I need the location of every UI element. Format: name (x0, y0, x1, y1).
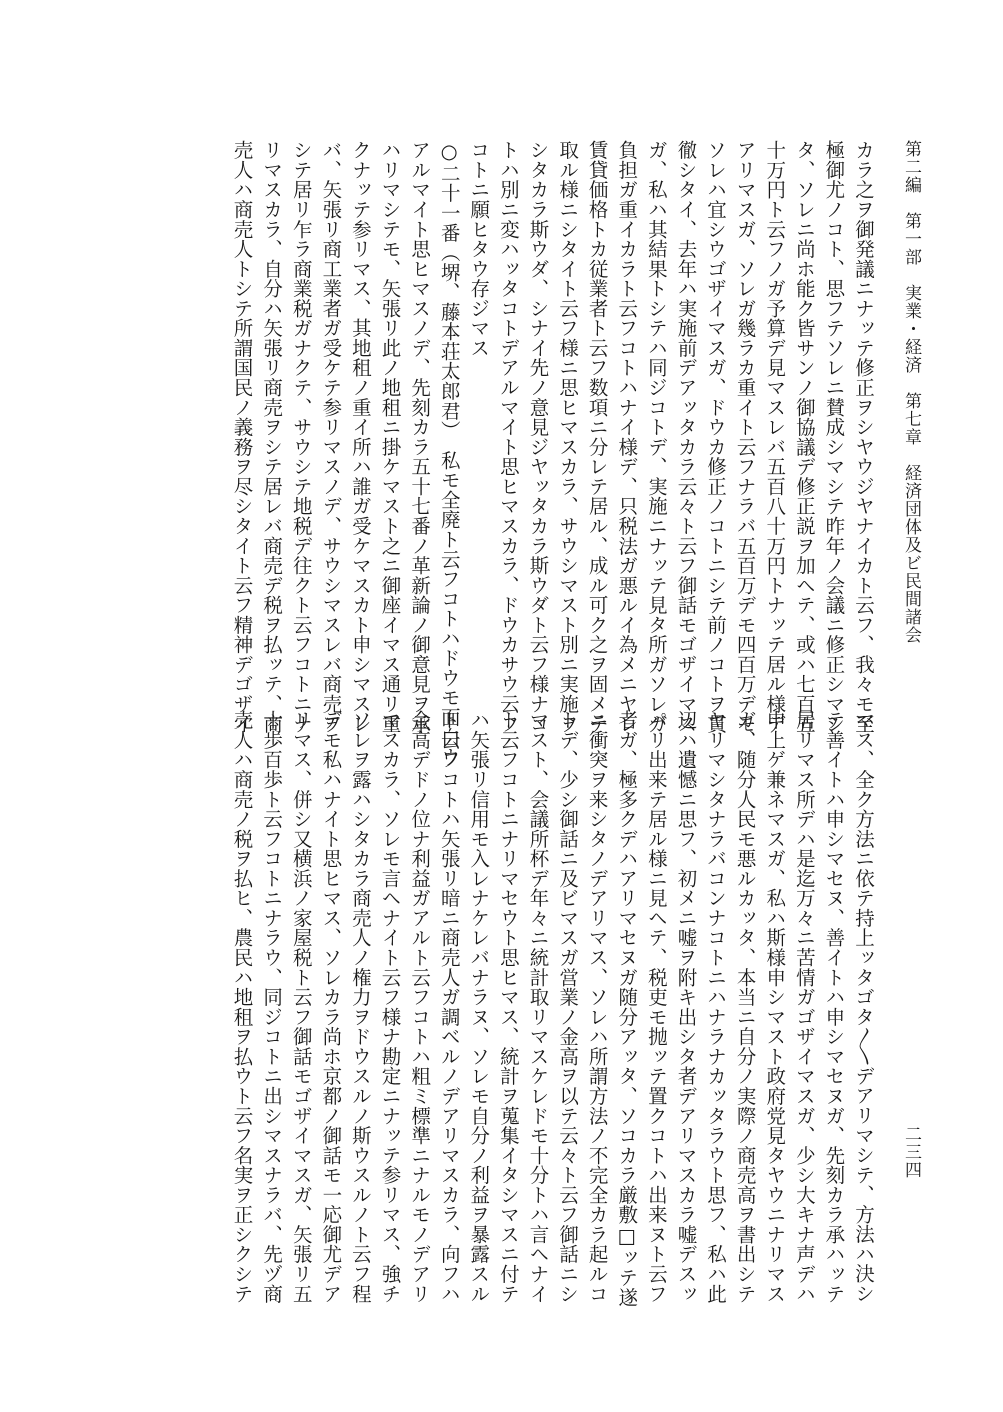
text-line: アリマスガ、ソレガ幾ラカ重イト云フナラバ五百万デモ四百万デモ (733, 140, 757, 734)
text-block-lower (227, 710, 878, 1307)
text-line: シタカラ斯ウダ、シナイ先ノ意見ジヤッタカラ斯ウダト云フ様ナコ (526, 140, 550, 734)
text-line: クナッテ参リマス、其地租ノ重イ所ハ誰ガ受ケマスカト申シマスレ (348, 140, 372, 734)
text-line: 申上ゲ兼ネマスガ、私ハ斯様申シマスト政府党見タヤウニナリマス (763, 710, 787, 1304)
page-number: 二三四 (901, 1125, 921, 1179)
text-line: 売人ハ商売人トシテ所謂国民ノ義務ヲ尽シタイト云フ精神デゴザイ (230, 140, 254, 734)
text-line: ソレハ宜シウゴザイマスガ、ドウカ修正ノコトニシテ前ノコトヲ貫 (704, 140, 728, 734)
text-line: ニ衝突ヲ来シタノデアリマス、ソレハ所謂方法ノ不完全カラ起ルコ (585, 710, 609, 1304)
text-line: 居リマス所デハ是迄万々ニ苦情ガゴザイマスガ、少シ大キナ声デハ (792, 710, 816, 1304)
text-line: 者ガ、極多クデハアリマセヌガ随分アッタ、ソコカラ厳敷□ッテ遂 (615, 710, 639, 1307)
text-line: ガ、私ハ其結果トシテハ同ジコトデ、実施ニナッテ見タ所ガソレガ (644, 140, 668, 734)
text-line: 辺ハ遺憾ニ思フ、初メニ嘘ヲ附キ出シタ者デアリマスカラ嘘デスッ (674, 710, 698, 1304)
text-line: 取ル様ニシタイト云フ様ニ思ヒマスカラ、サウシマスト別ニ実施ヲ (556, 140, 580, 734)
text-line: 十万円ト云フノガ予算デ見マスレバ五百八十万円トナッテ居ル様デ (763, 140, 787, 734)
text-line: ガ、随分人民モ悪ルカッタ、本当ニ自分ノ実際ノ商売高ヲ書出シテ (733, 710, 757, 1304)
text-line: ハ矢張リ信用モ入レナケレバナラヌ、ソレモ自分ノ利益ヲ暴露スル (467, 710, 491, 1304)
text-line: マスカラ、ソレモ言ヘナイト云フ様ナ勘定ニナッテ参リマス、強チ (378, 710, 402, 1304)
text-line: 極御尤ノコト、思フテソレニ賛成シマシテ昨年ノ会議ニ修正シマシ (822, 140, 846, 734)
text-line: タ、ソレニ尚ホ能ク皆サンノ御協議デ修正説ヲ加ヘテ、或ハ七百五 (792, 140, 816, 734)
text-line: ヤリマシタナラバコンナコトニハナラナカッタラウト思フ、私ハ此 (704, 710, 728, 1304)
text-line: 徹シタイ、去年ハ実施前デアッタカラ云々ト云フ御話モゴザイマス (674, 140, 698, 734)
text-line: マス、全ク方法ニ依テ持上ッタゴタ〳〵デアリマシテ、方法ハ決シ (852, 710, 875, 1304)
text-line: 売人ハ商売ノ税ヲ払ヒ、農民ハ地租ヲ払ウト云フ名実ヲ正シクシテ (230, 710, 254, 1304)
text-line: ト云フコトニナリマセウト思ヒマス、統計ヲ蒐集イタシマスニ付テ (496, 710, 520, 1304)
text-line: パリ出来テ居ル様ニ見ヘテ、税吏モ抛ッテ置クコトハ出来ヌト云フ (644, 710, 668, 1304)
text-block-upper (227, 140, 878, 767)
text-line: ハリマシテモ、矢張リ此ノ地租ニ掛ケマスト之ニ御座イマス通リ重 (378, 140, 402, 734)
text-line: シテ居リ乍ラ商業税ガナクテ、サウシテ地税デ往クト云フコトニナ (289, 140, 313, 734)
text-line: 十歩百歩ト云フコトニナラウ、同ジコトニ出シマスナラバ、先ヅ商 (260, 710, 284, 1304)
text-line: トハ別ニ変ハッタコトデアルマイト思ヒマスカラ、ドウカサウ云フ (496, 140, 520, 734)
text-line: カラ之ヲ御発議ニナッテ修正ヲシヤウジヤナイカト云フ、我々モ至 (852, 140, 875, 734)
speaker-line: ○二十一番（堺、藤本荘太郎君） 私モ全廃ト云フコトハドウモ面白ウ (437, 140, 461, 767)
text-line: 賃貸価格トカ従業者ト云フ数項ニ分レテ居ル、成ル可ク之ヲ固メテ (585, 140, 609, 734)
text-line: 負担ガ重イカラト云フコトハナイ様デ、只税法ガ悪ルイ為メニヤレ (615, 140, 639, 734)
text-line: アルマイト思ヒマスノデ、先刻カラ五十七番ノ革新論ノ御意見ヲ承 (408, 140, 432, 734)
text-line: コトニ願ヒタウ存ジマス (467, 140, 491, 358)
text-line: ト云フコトハ矢張リ暗ニ商売人ガ調ベルノデアリマスカラ、向フハ (437, 710, 461, 1304)
text-line: デモ私ハナイト思ヒマス、ソレカラ尚ホ京都ノ御話モ一応御尤デア (319, 710, 343, 1304)
text-line: マスト、会議所杯デ年々ニ統計取リマスケレドモ十分トハ言ヘナイ (526, 710, 550, 1304)
text-line: 金高デドノ位ナ利益ガアルト云フコトハ粗ミ標準ニナルモノデアリ (408, 710, 432, 1304)
text-line: リマス、併シ又横浜ノ家屋税ト云フ御話モゴザイマスガ、矢張リ五 (289, 710, 313, 1304)
text-line: ソレヲ露ハシタカラ商売人ノ権力ヲドウスルノ斯ウスルノト云フ程 (348, 710, 372, 1304)
text-line: トデ、少シ御話ニ及ビマスガ営業ノ金高ヲ以テ云々ト云フ御話ニシ (556, 710, 580, 1304)
text-line: テ善イトハ申シマセヌ、善イトハ申シマセヌガ、先刻カラ承ハッテ (822, 710, 846, 1304)
running-header: 第二編 第一部 実業・経済 第七章 経済団体及ビ民間諸会 (901, 140, 921, 644)
text-line: バ、矢張リ商工業者ガ受ケテ参リマスノデ、サウシマスレバ商売ヲ (319, 140, 343, 734)
text-line: リマスカラ、自分ハ矢張リ商売ヲシテ居レバ商売デ税ヲ払ッテ、商 (260, 140, 284, 734)
